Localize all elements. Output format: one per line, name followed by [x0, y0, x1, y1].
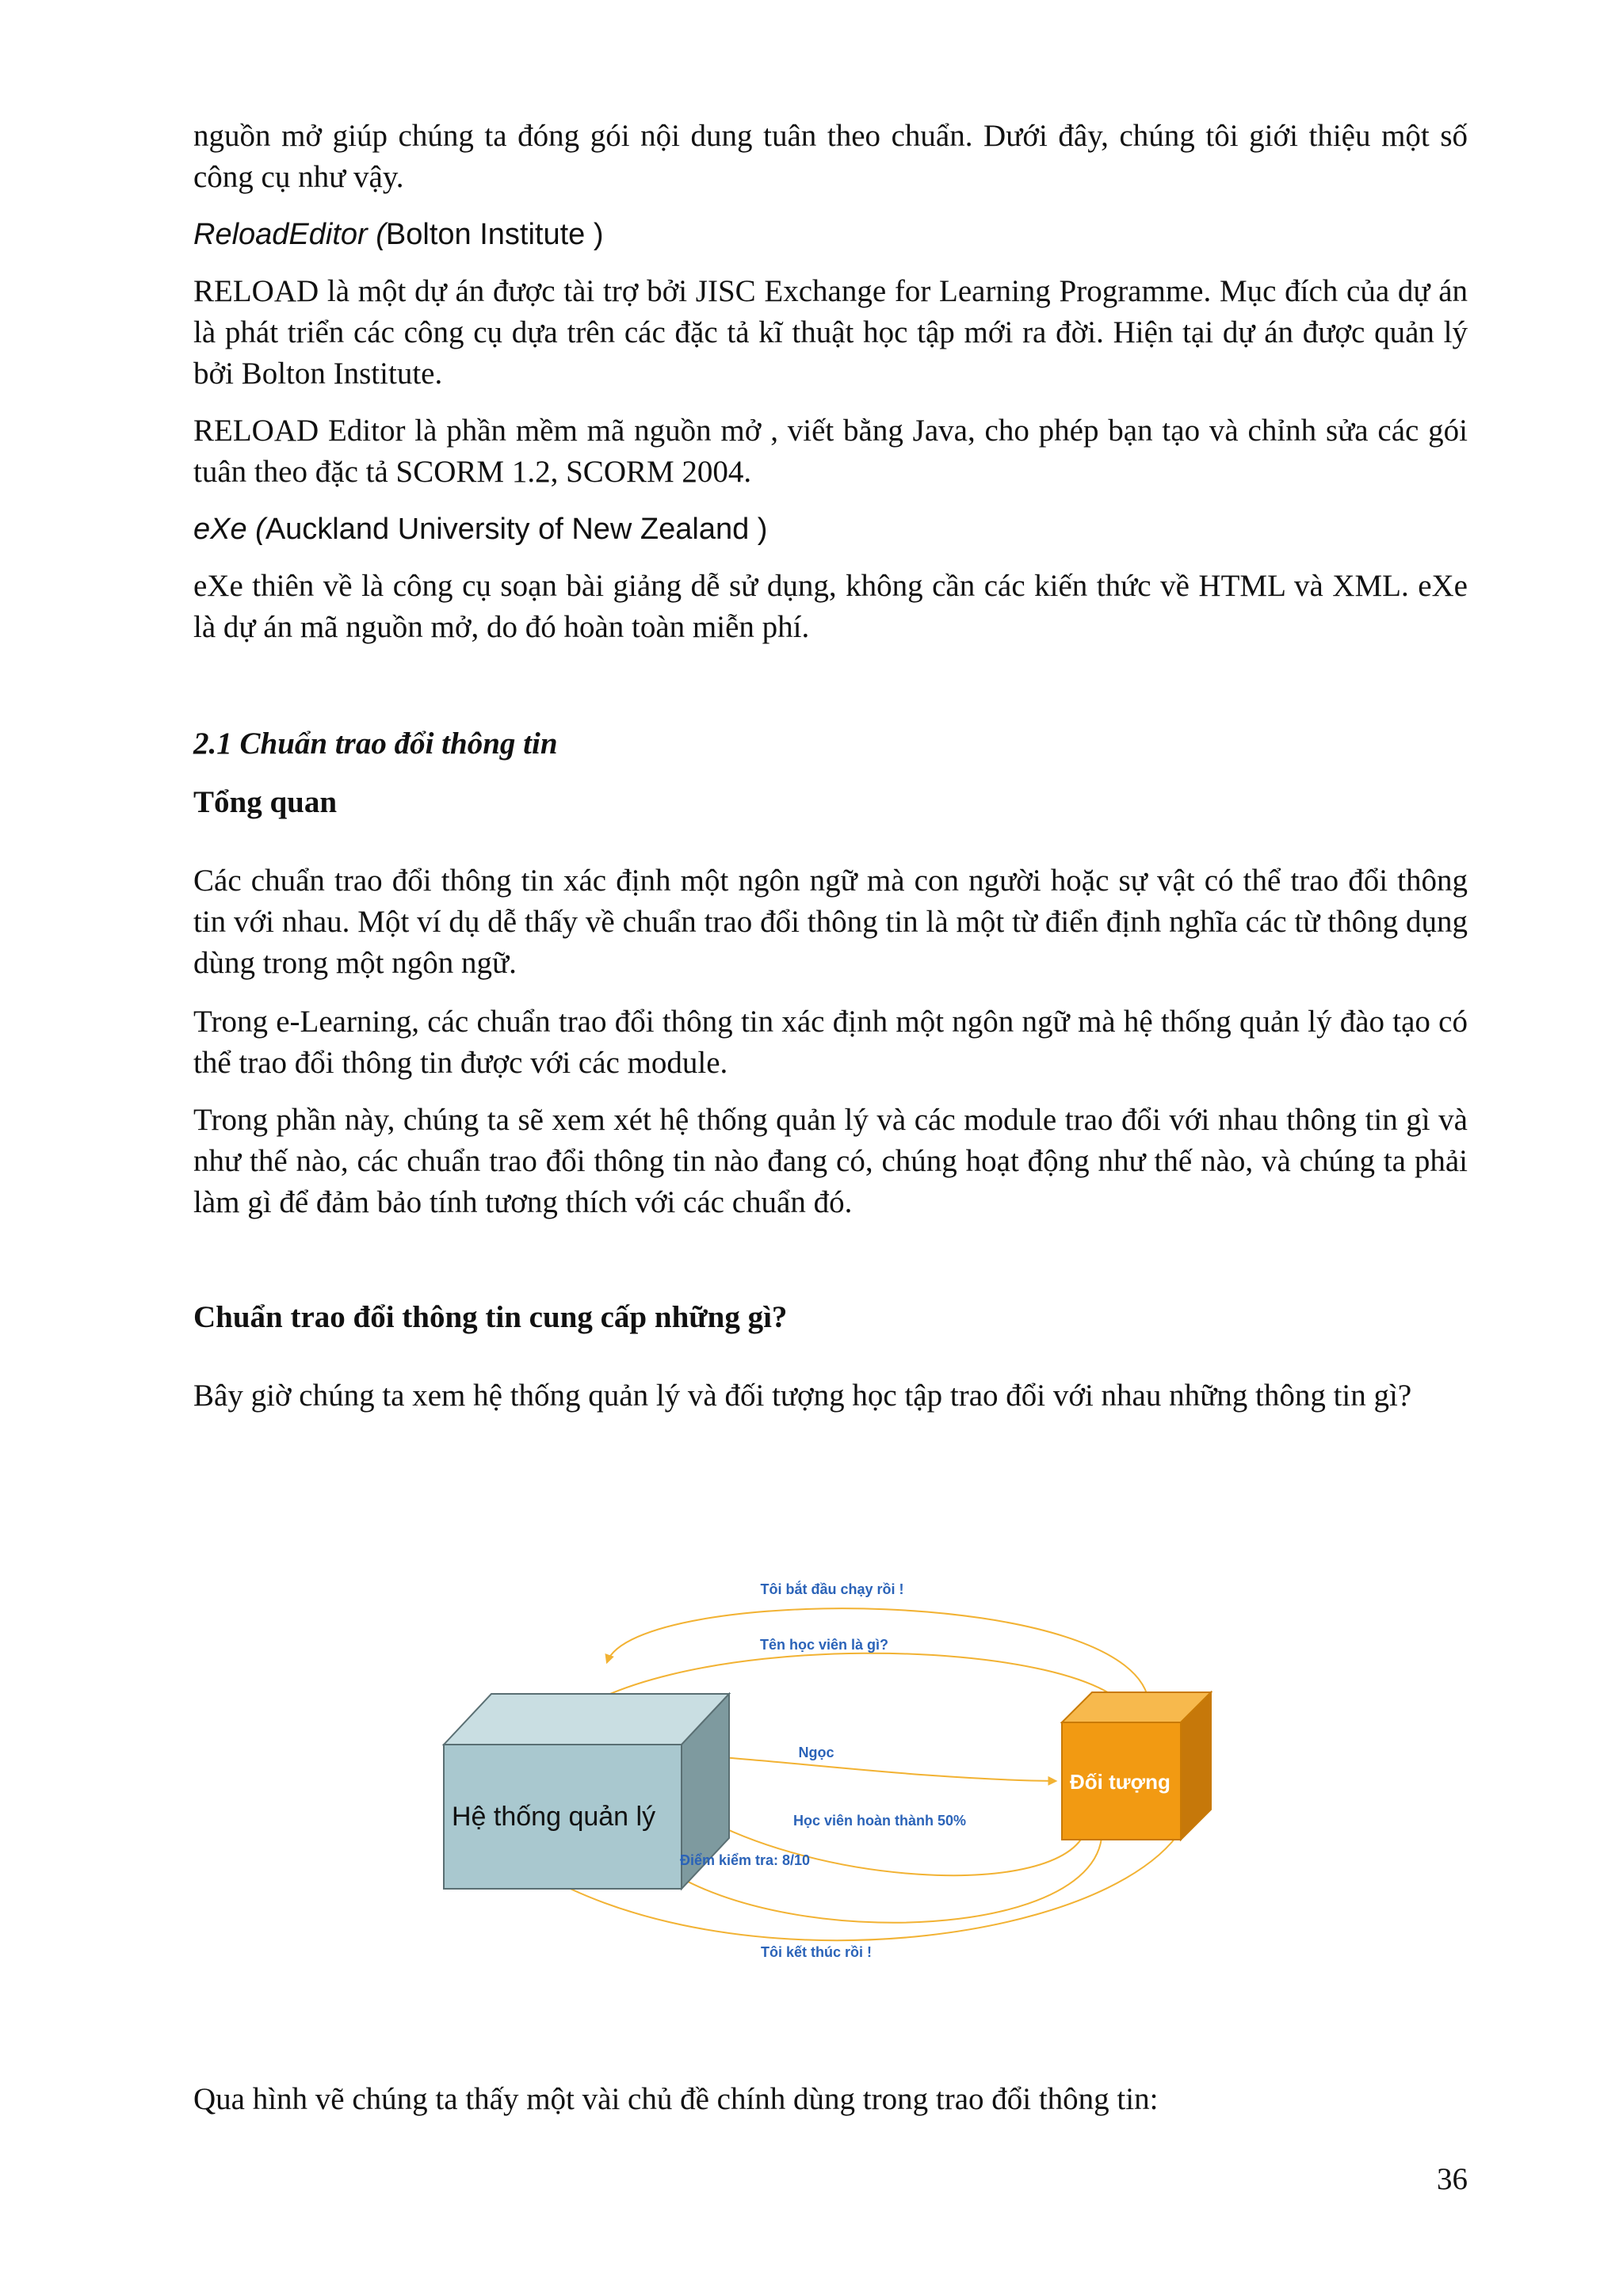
reload-paragraph-1: RELOAD là một dự án được tài trợ bởi JISC Exchange for Learning Programme. Mục đích của dự án là phát triển các công cụ dựa trên các đặc tả kĩ thuật học tập mới ra đời. Hiện tại dự án được quản lý bởi Bolton Institute.	[193, 274, 1468, 391]
question-intro-paragraph: Bây giờ chúng ta xem hệ thống quản lý và đối tượng học tập trao đổi với nhau những thông tin gì?	[193, 1379, 1412, 1413]
label-progress: Học viên hoàn thành 50%	[792, 1813, 967, 1829]
overview-paragraph-3: Trong phần này, chúng ta sẽ xem xét hệ thống quản lý và các module trao đổi với nhau thông tin gì và như thế nào, các chuẩn trao đổi thông tin nào đang có, chúng hoạt động như thế nào, và chúng ta phải làm gì để đảm bảo tính tương thích với các chuẩn đó.	[193, 1103, 1468, 1219]
reload-editor-name: ReloadEditor (	[193, 218, 386, 251]
object-label: Đối tượng	[1070, 1770, 1170, 1794]
exe-name: eXe (	[193, 513, 265, 546]
object-box	[1062, 1692, 1211, 1840]
reload-editor-org: Bolton Institute )	[385, 218, 604, 251]
lms-label: Hệ thống quản lý	[452, 1802, 656, 1832]
section-heading: 2.1 Chuẩn trao đổi thông tin	[193, 727, 558, 761]
exchange-diagram	[428, 1569, 1236, 2012]
reload-paragraph-2: RELOAD Editor là phần mềm mã nguồn mở , viết bằng Java, cho phép bạn tạo và chỉnh sửa các gói tuân theo đặc tả SCORM 1.2, SCORM 2004.	[193, 414, 1468, 489]
reload-editor-title	[193, 216, 604, 253]
overview-paragraph-1: Các chuẩn trao đổi thông tin xác định một ngôn ngữ mà con người hoặc sự vật có thể trao đổi thông tin với nhau. Một ví dụ dễ thấy về chuẩn trao đổi thông tin là một từ điển định nghĩa các từ thông dụng dùng trong một ngôn ngữ.	[193, 864, 1468, 980]
label-start: Tôi bắt đầu chạy rồi !	[760, 1581, 904, 1597]
intro-paragraph: nguồn mở giúp chúng ta đóng gói nội dung tuân theo chuẩn. Dưới đây, chúng tôi giới thiệu một số công cụ như vậy.	[193, 119, 1468, 194]
exe-title	[193, 511, 767, 547]
arrow-start	[607, 1608, 1149, 1705]
label-name-reply: Ngọc	[798, 1745, 834, 1760]
label-finish: Tôi kết thúc rồi !	[760, 1944, 873, 1960]
label-score: Điểm kiểm tra: 8/10	[679, 1852, 811, 1868]
exchange-diagram-svg	[428, 1569, 1236, 2012]
question-heading: Chuẩn trao đổi thông tin cung cấp những gì?	[193, 1300, 788, 1334]
exe-paragraph: eXe thiên về là công cụ soạn bài giảng dễ sử dụng, không cần các kiến thức về HTML và XML. eXe là dự án mã nguồn mở, do đó hoàn toàn miễn phí.	[193, 569, 1468, 644]
label-ask-name: Tên học viên là gì?	[759, 1637, 889, 1653]
overview-paragraph-2: Trong e-Learning, các chuẩn trao đổi thông tin xác định một ngôn ngữ mà hệ thống quản lý đào tạo có thể trao đổi thông tin được với các module.	[193, 1005, 1468, 1080]
exe-org: Auckland University of New Zealand )	[265, 513, 768, 546]
arrow-name-reply	[721, 1757, 1056, 1781]
caption-paragraph: Qua hình vẽ chúng ta thấy một vài chủ đề chính dùng trong trao đổi thông tin:	[193, 2082, 1159, 2116]
overview-heading: Tổng quan	[193, 785, 338, 819]
page-number: 36	[1437, 2162, 1468, 2196]
